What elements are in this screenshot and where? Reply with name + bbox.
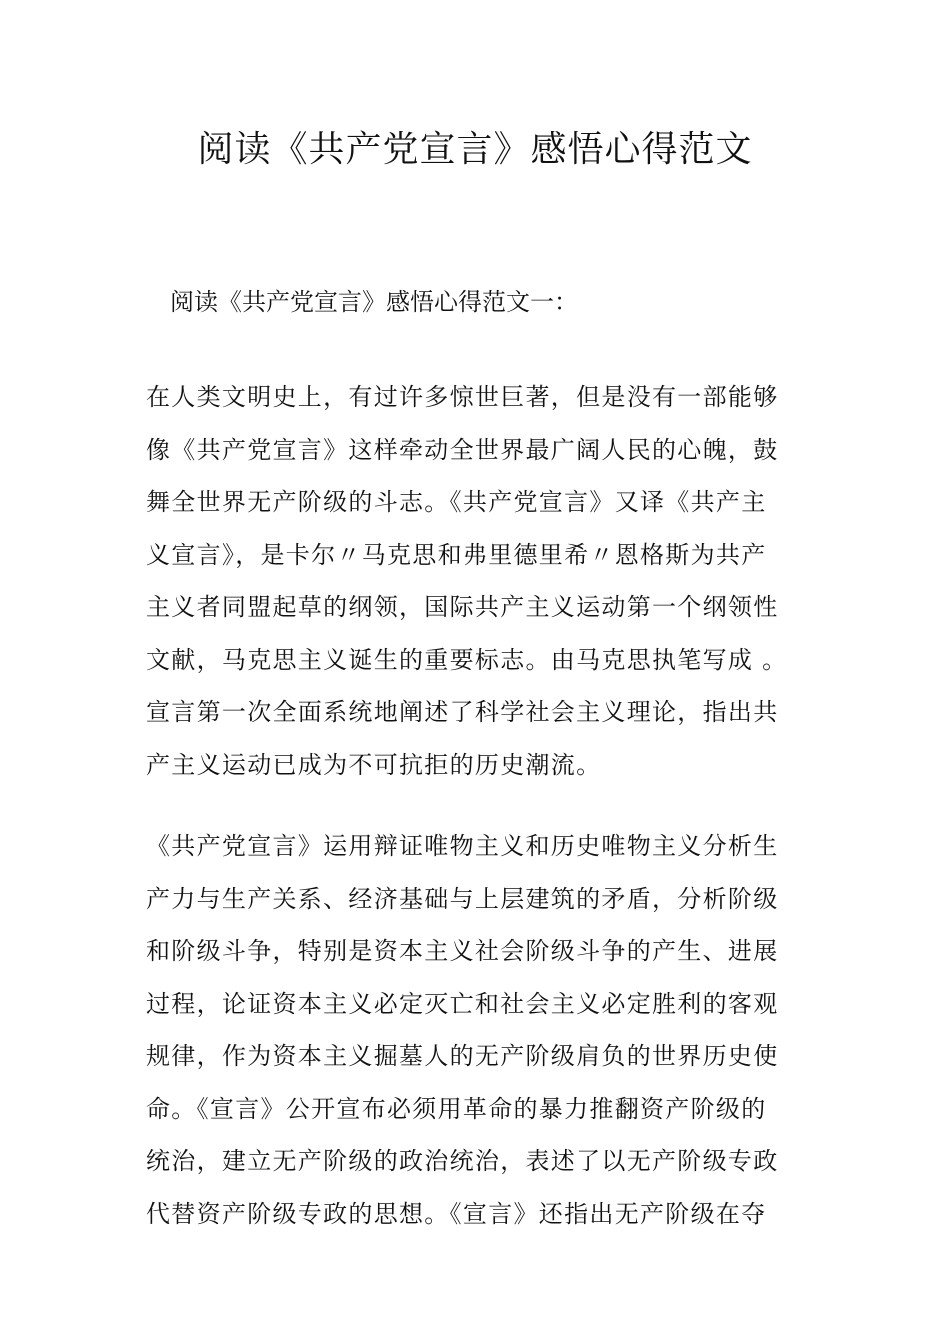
paragraph-line: 在人类文明史上，有过许多惊世巨著，但是没有一部能够 xyxy=(146,383,779,411)
paragraph-line: 产力与生产关系、经济基础与上层建筑的矛盾，分析阶级 xyxy=(146,884,779,913)
paragraph-2 xyxy=(146,820,810,1240)
paragraph-line: 规律，作为资本主义掘墓人的无产阶级肩负的世界历史使 xyxy=(146,1042,779,1070)
paragraph-line: 《共产党宣言》运用辩证唯物主义和历史唯物主义分析生 xyxy=(146,832,779,860)
paragraph-line: 像《共产党宣言》这样牵动全世界最广阔人民的心魄，鼓 xyxy=(146,435,779,464)
paragraph-line: 代替资产阶级专政的思想。《宣言》还指出无产阶级在夺 xyxy=(146,1199,767,1228)
paragraph-line: 主义者同盟起草的纲领，国际共产主义运动第一个纲领性 xyxy=(146,593,779,621)
document-title: 阅读《共产党宣言》感悟心得范文 xyxy=(197,129,753,170)
paragraph-line: 宣言第一次全面系统地阐述了科学社会主义理论，指出共 xyxy=(146,698,779,726)
section-heading: 阅读《共产党宣言》感悟心得范文一： xyxy=(170,288,578,316)
paragraph-line: 产主义运动已成为不可抗拒的历史潮流。 xyxy=(146,750,602,779)
paragraph-line: 过程，论证资本主义必定灭亡和社会主义必定胜利的客观 xyxy=(146,989,779,1018)
paragraph-line: 义宣言》，是卡尔〃马克思和弗里德里希〃恩格斯为共产 xyxy=(146,540,767,569)
paragraph-line: 和阶级斗争，特别是资本主义社会阶级斗争的产生、进展 xyxy=(146,937,779,965)
paragraph-line: 命。《宣言》公开宣布必须用革命的暴力推翻资产阶级的 xyxy=(146,1094,767,1123)
paragraph-line: 舞全世界无产阶级的斗志。《共产党宣言》又译《共产主 xyxy=(146,488,767,516)
paragraph-line: 统治，建立无产阶级的政治统治，表述了以无产阶级专政 xyxy=(146,1147,779,1175)
paragraph-line: 文献，马克思主义诞生的重要标志。由马克思执笔写成 。 xyxy=(146,645,788,674)
paragraph-1 xyxy=(146,371,810,791)
